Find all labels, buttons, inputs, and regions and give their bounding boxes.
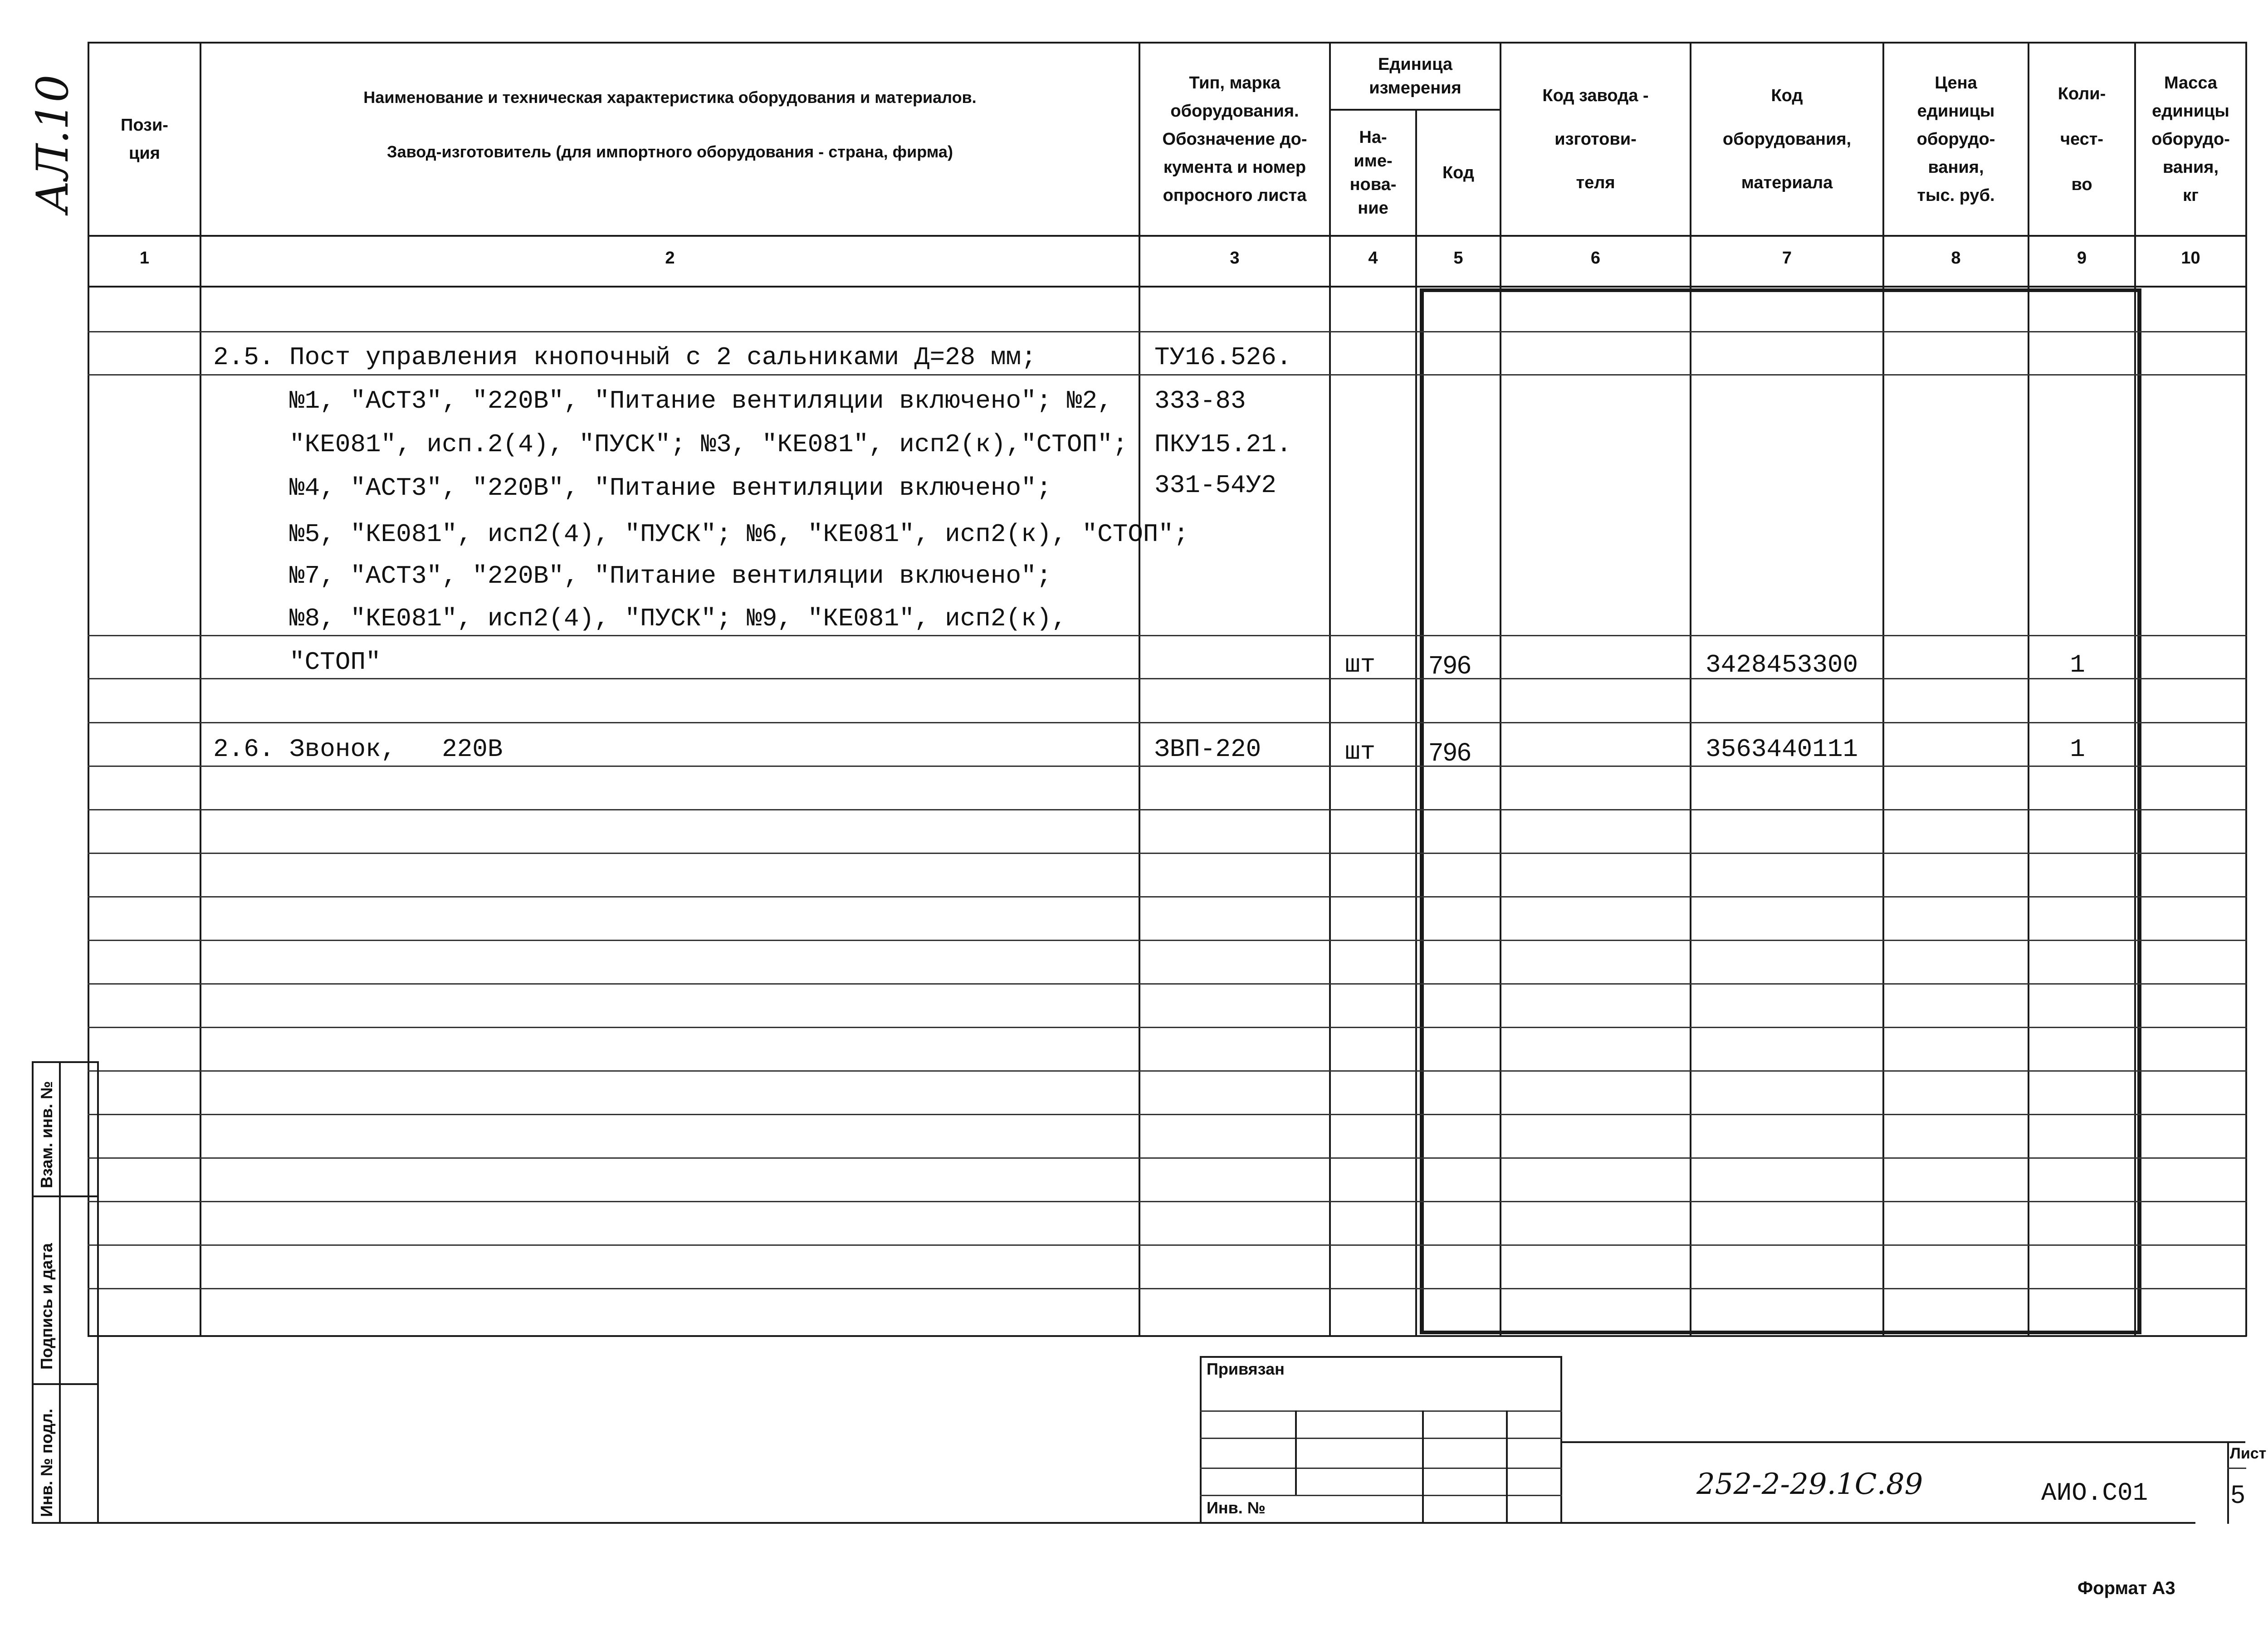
row-line [88, 1027, 2247, 1028]
thick-frame-left [1420, 288, 1424, 1334]
column-number: 7 [1782, 249, 1792, 268]
thick-frame-right [2137, 288, 2141, 1334]
column-number: 2 [665, 249, 675, 268]
row-name: "СТОП" [213, 648, 381, 677]
signature-date-label: Подпись и дата [37, 1243, 56, 1370]
row-name: №7, "АСТ3", "220В", "Питание вентиляции включено"; [213, 561, 1052, 590]
row-name: №5, "КЕ081", исп2(4), "ПУСК"; №6, "КЕ081", исп2(к), "СТОП"; [213, 520, 1189, 549]
side-strip-divider [32, 1195, 99, 1197]
header-type: Тип, марка оборудования. Обозначение до- кумента и номер опросного листа [1162, 73, 1307, 205]
list-cell-border [2227, 1441, 2229, 1524]
col-border-2 [1139, 42, 1140, 1336]
row-unit-code: 796 [1429, 650, 1471, 679]
stamp-line [1200, 1438, 1562, 1439]
privyazan-label: Привязан [1207, 1360, 1285, 1378]
header-name-line2: Завод-изготовитель (для импортного оборудования - страна, фирма) [387, 142, 953, 161]
row-equipment-code: 3563440111 [1706, 735, 1858, 764]
row-line [88, 1157, 2247, 1159]
document-mark: АИО.С01 [2041, 1478, 2148, 1507]
column-number: 10 [2181, 249, 2200, 268]
column-number: 9 [2077, 249, 2087, 268]
row-type: ЗВП-220 [1154, 735, 1261, 764]
row-name: №4, "АСТ3", "220В", "Питание вентиляции включено"; [213, 473, 1052, 502]
header-mass: Масса единицы оборудо- вания, кг [2151, 73, 2230, 205]
row-unit: шт [1345, 737, 1376, 766]
header-unit-name: На- име- нова- ние [1349, 128, 1397, 218]
column-number: 8 [1951, 249, 1961, 268]
stamp-cell-border [1422, 1410, 1424, 1522]
column-number: 6 [1590, 249, 1601, 268]
sheet-mark: АЛ.10 [27, 74, 78, 213]
side-strip-outer-border [97, 1061, 99, 1524]
col-border-10 [2245, 42, 2247, 1336]
header-price: Цена единицы оборудо- вания, тыс. руб. [1916, 73, 1995, 205]
row-equipment-code: 3428453300 [1706, 650, 1858, 679]
column-number: 5 [1453, 249, 1463, 268]
row-name: №1, "АСТ3", "220В", "Питание вентиляции включено"; №2, [213, 386, 1113, 415]
col-border-6 [1690, 42, 1691, 1336]
column-number: 1 [139, 249, 150, 268]
side-strip-right-border [59, 1061, 61, 1524]
inv-no-label: Инв. № [1207, 1498, 1266, 1517]
row-line [88, 678, 2247, 679]
stamp-line [1200, 1468, 1562, 1469]
header-factory-code: Код завода - изготови- теля [1542, 86, 1649, 192]
col-border-5 [1500, 42, 1501, 1336]
row-line [88, 983, 2247, 985]
stamp-border [1200, 1356, 1202, 1524]
row-type: ТУ16.526. [1154, 343, 1292, 372]
header-quantity: Коли- чест- во [2058, 84, 2106, 194]
side-strip-top [32, 1061, 99, 1063]
col-border-1 [200, 42, 201, 1336]
row-line [88, 1070, 2247, 1072]
column-number: 4 [1368, 249, 1378, 268]
list-label: Лист [2230, 1445, 2267, 1462]
stamp-cell-border [1295, 1410, 1297, 1495]
stamp-top [1200, 1356, 1562, 1358]
document-code: 252-2-29.1С.89 [1696, 1468, 1923, 1501]
row-line [88, 1244, 2247, 1246]
col-border-3 [1329, 42, 1331, 1336]
col-border-9 [2134, 42, 2136, 1336]
row-line [88, 809, 2247, 810]
column-number: 3 [1230, 249, 1240, 268]
side-strip-left-border [32, 1061, 34, 1524]
doc-code-frame-top [1560, 1441, 2245, 1443]
row-name: "КЕ081", исп.2(4), "ПУСК"; №3, "КЕ081", исп2(к),"СТОП"; [213, 430, 1128, 459]
header-bottom-border [88, 235, 2247, 237]
row-name: 2.6. Звонок, 220В [213, 735, 503, 764]
row-line [88, 940, 2247, 941]
thick-frame-top [1420, 288, 2141, 292]
table-bottom-border [88, 1335, 2247, 1337]
row-unit: шт [1345, 650, 1376, 679]
row-quantity: 1 [2070, 735, 2085, 764]
stamp-cell-border [1506, 1410, 1508, 1522]
side-strip-divider [32, 1383, 99, 1385]
col-border-0 [88, 42, 89, 1336]
side-strip-bottom [32, 1522, 2195, 1524]
column-numbers-bottom-border [88, 286, 2247, 288]
format-label: Формат А3 [2077, 1578, 2175, 1598]
row-quantity: 1 [2070, 650, 2085, 679]
row-line [88, 1288, 2247, 1289]
row-name: 2.5. Пост управления кнопочный с 2 сальниками Д=28 мм; [213, 343, 1036, 372]
row-line [88, 722, 2247, 723]
header-name-line1: Наименование и техническая характеристика оборудования и материалов. [363, 88, 977, 107]
col-border-8 [2028, 42, 2029, 1336]
list-cell-divider [2227, 1468, 2246, 1469]
header-equipment-code: Код оборудования, материала [1722, 86, 1852, 192]
row-name: №8, "КЕ081", исп2(4), "ПУСК"; №9, "КЕ081", исп2(к), [213, 604, 1067, 633]
row-line [88, 853, 2247, 854]
header-position: Пози- ция [121, 116, 168, 163]
thick-frame-bottom [1420, 1331, 2141, 1334]
stamp-line [1200, 1495, 1562, 1496]
vzam-inv-label: Взам. инв. № [37, 1081, 56, 1188]
header-unit-code: Код [1442, 163, 1475, 182]
col-border-7 [1882, 42, 1884, 1336]
row-line [88, 896, 2247, 897]
row-type: 331-54У2 [1154, 471, 1276, 500]
list-number: 5 [2231, 1480, 2245, 1508]
row-type: ПКУ15.21. [1154, 430, 1292, 459]
stamp-line [1200, 1410, 1562, 1412]
row-line [88, 1201, 2247, 1202]
header-unit-group: Единица измерения [1369, 55, 1461, 98]
row-line [88, 1114, 2247, 1115]
row-type: 333-83 [1154, 386, 1246, 415]
stamp-border [1560, 1356, 1562, 1524]
row-unit-code: 796 [1429, 737, 1471, 766]
inv-podl-label: Инв. № подл. [37, 1409, 56, 1517]
row-line [88, 331, 2247, 332]
